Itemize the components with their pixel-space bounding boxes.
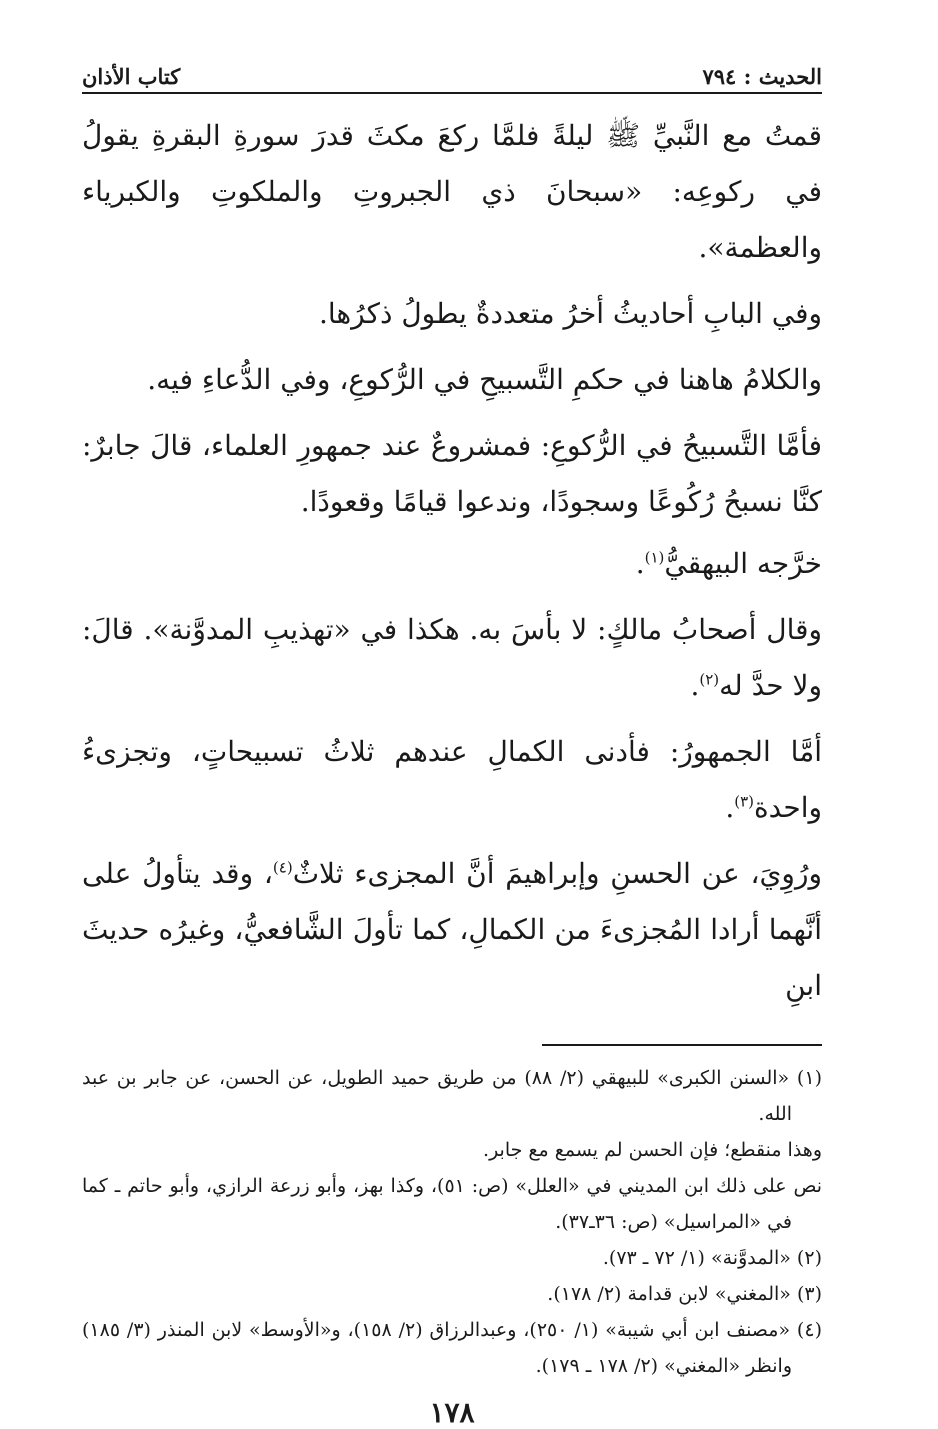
paragraph-2: وفي البابِ أحاديثُ أخرُ متعددةٌ يطولُ ذكرُها. [318, 297, 822, 330]
paragraph-6-end: . [690, 669, 700, 702]
page-number: ١٧٨ [429, 1396, 475, 1429]
footnote-1-note-a: وهذا منقطع؛ فإن الحسن لم يسمع مع جابر. [483, 1139, 822, 1161]
paragraph-8-text-a: ورُوِيَ، عن الحسنِ وإبراهيمَ أنَّ المجزىء ثلاثٌ [292, 857, 822, 890]
paragraph-7 [82, 724, 822, 836]
paragraph-5-end: . [635, 547, 645, 580]
footnote-1-note-b: نص على ذلك ابن المديني في «العلل» (ص: ٥١)، وكذا بهز، وأبو زرعة الرازي، وأبو حاتم ـ كما في «المراسيل» (ص: ٣٦ـ٣٧). [82, 1175, 823, 1233]
paragraph-4: فأمَّا التَّسبيحُ في الرُّكوعِ: فمشروعٌ عند جمهورِ العلماء، قالَ جابرٌ: كنَّا نسبحُ رُكُوعًا وسجودًا، وندعوا قيامًا وقعودًا. [82, 429, 822, 518]
main-text [82, 108, 822, 1014]
footnote-marker-4: (٤) [272, 858, 293, 877]
footnote-marker-1: (١) [644, 548, 665, 567]
running-header [82, 58, 822, 94]
footnote-3: (٣) «المغني» لابن قدامة (٢/ ١٧٨). [547, 1283, 822, 1305]
footnote-1: (١) «السنن الكبرى» للبيهقي (٢/ ٨٨) من طريق حميد الطويل، عن الحسن، عن جابر بن عبد الله. [82, 1067, 822, 1125]
paragraph-5 [82, 536, 822, 592]
paragraph-5-text: خرَّجه البيهقيُّ [664, 547, 822, 580]
book-chapter-title: كتاب الأذان [82, 64, 181, 89]
paragraph-8-text-b: ، وقد يتأولُ على أنَّهما أرادا المُجزىءَ من الكمالِ، كما تأولَ الشَّافعيُّ، وغيرُه حديثَ ابنِ [82, 857, 822, 1002]
paragraph-3: والكلامُ هاهنا في حكمِ التَّسبيحِ في الرُّكوعِ، وفي الدُّعاءِ فيه. [147, 363, 822, 396]
hadith-number-label: الحديث : ٧٩٤ [702, 64, 822, 89]
paragraph-7-text: أمَّا الجمهورُ: فأدنى الكمالِ عندهم ثلاثُ تسبيحاتٍ، وتجزىءُ واحدة [82, 735, 822, 824]
paragraph-6 [82, 602, 822, 714]
book-page [82, 58, 822, 1429]
paragraph-7-end: . [725, 791, 735, 824]
paragraph-8 [82, 846, 822, 1014]
footnote-separator [542, 1044, 822, 1046]
footnote-2: (٢) «المدوَّنة» (١/ ٧٢ ـ ٧٣). [602, 1247, 822, 1269]
footnote-marker-3: (٣) [734, 792, 755, 811]
paragraph-1: قمتُ مع النَّبيِّ ﷺ ليلةً فلمَّا ركعَ مكثَ قدرَ سورةِ البقرةِ يقولُ في ركوعِه: «سبحانَ ذي الجبروتِ والملكوتِ والكبرياء والعظمة». [82, 119, 822, 264]
footnote-4: (٤) «مصنف ابن أبي شيبة» (١/ ٢٥٠)، وعبدالرزاق (٢/ ١٥٨)، و«الأوسط» لابن المنذر (٣/ ١٨٥) وانظر «المغني» (٢/ ١٧٨ ـ ١٧٩). [82, 1319, 822, 1377]
footnotes [82, 1060, 822, 1384]
footnote-marker-2: (٢) [699, 670, 720, 689]
paragraph-6-text: وقال أصحابُ مالكٍ: لا بأسَ به. هكذا في «تهذيبِ المدوَّنة». قالَ: ولا حدَّ له [82, 613, 822, 702]
